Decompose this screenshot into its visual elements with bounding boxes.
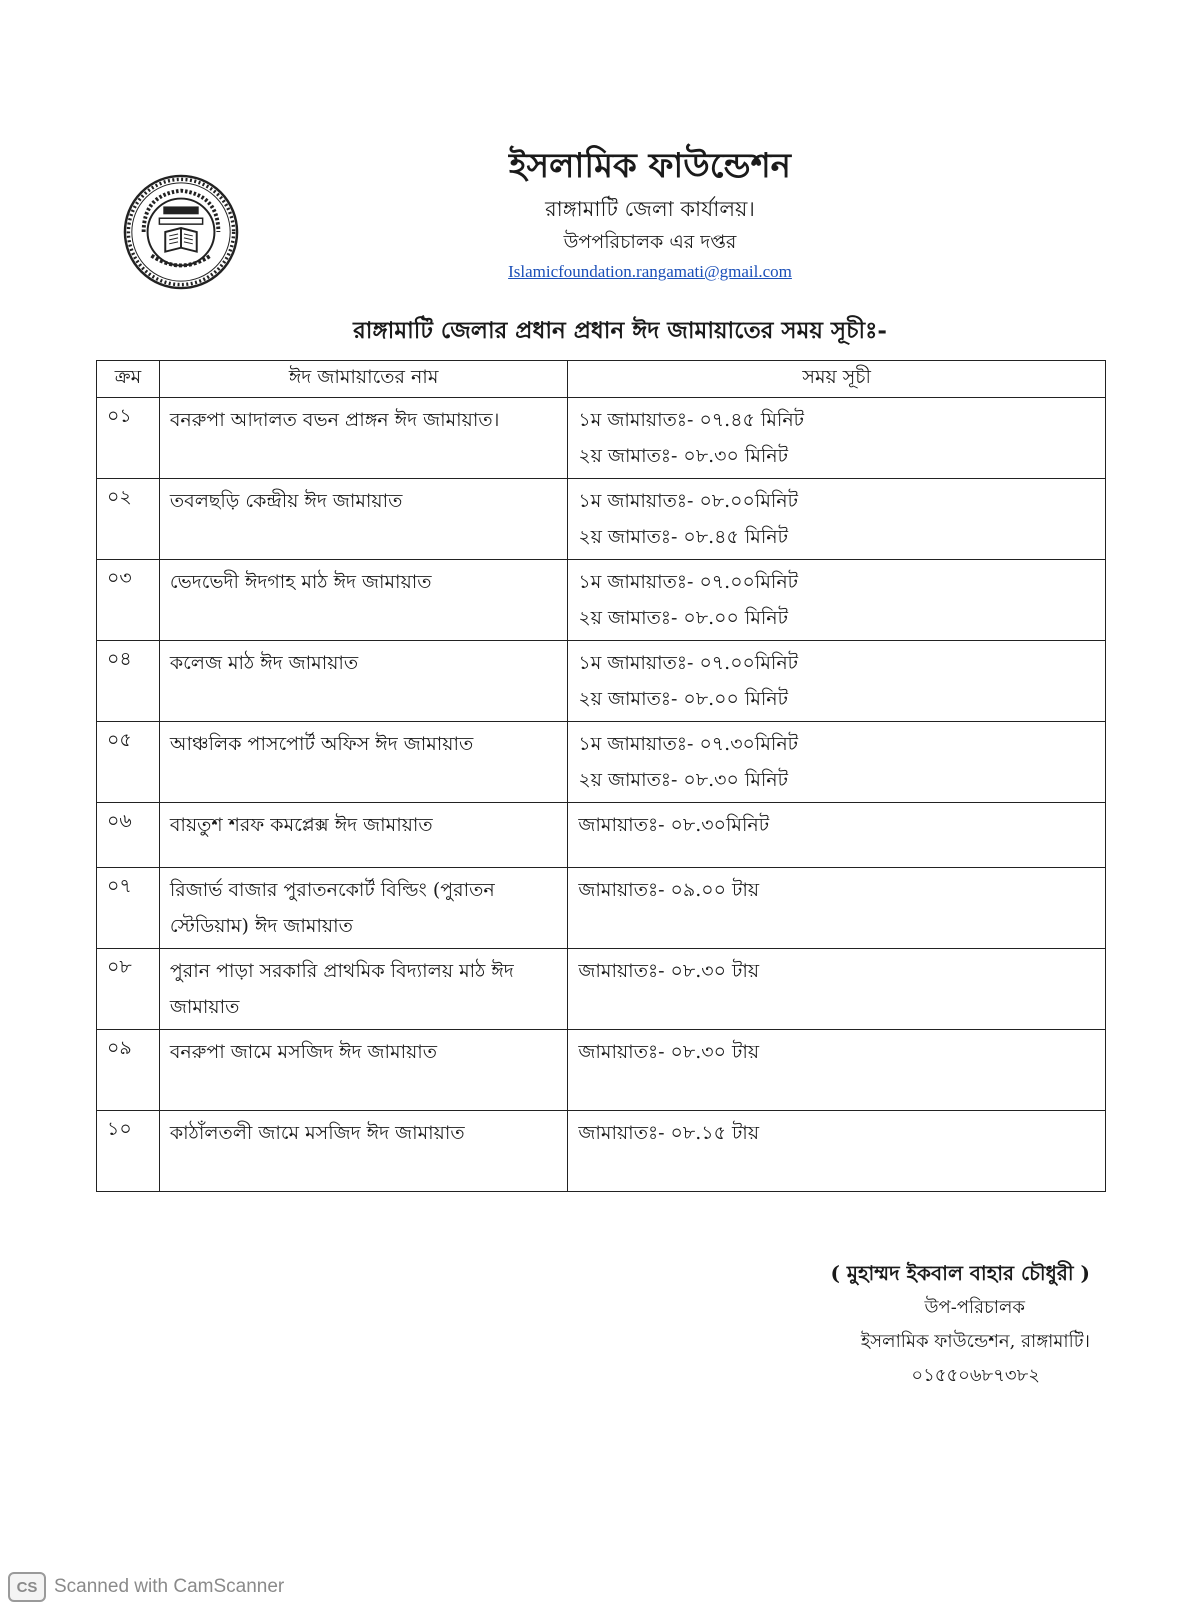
email-link[interactable]: Islamicfoundation.rangamati@gmail.com	[508, 262, 792, 281]
camscanner-watermark	[8, 1572, 284, 1602]
time-entry: ২য় জামাতঃ- ০৮.০০ মিনিট	[578, 688, 789, 710]
serial-cell: ১০	[97, 1111, 160, 1192]
time-entry: জামায়াতঃ- ০৮.১৫ টায়	[578, 1122, 760, 1144]
time-entry: জামায়াতঃ- ০৮.৩০মিনিট	[578, 814, 770, 836]
time-entry: জামায়াতঃ- ০৮.৩০ টায়	[578, 960, 760, 982]
jamaat-name: কাঠাঁলতলী জামে মসজিদ ঈদ জামায়াত	[169, 1122, 465, 1144]
signature-block	[830, 1255, 1090, 1393]
time-entry: ১ম জামায়াতঃ- ০৭.০০মিনিট	[578, 571, 799, 593]
signatory-name: ( মুহাম্মদ ইকবাল বাহার চৌধুরী )	[830, 1261, 1090, 1285]
time-cell	[568, 949, 1106, 1030]
serial-cell: ০৭	[97, 868, 160, 949]
name-cell	[159, 1111, 568, 1192]
serial-cell: ০৮	[97, 949, 160, 1030]
time-cell	[568, 803, 1106, 868]
column-header-name: ঈদ জামায়াতের নাম	[159, 361, 568, 398]
serial-cell: ০৫	[97, 722, 160, 803]
eid-jamaat-schedule-table	[96, 360, 1106, 1192]
table-row	[97, 949, 1106, 1030]
table-header-row	[97, 361, 1106, 398]
time-entry: ১ম জামায়াতঃ- ০৭.৩০মিনিট	[578, 733, 799, 755]
serial-cell: ০৪	[97, 641, 160, 722]
time-entry: ২য় জামাতঃ- ০৮.৪৫ মিনিট	[578, 526, 788, 548]
serial-cell: ০৩	[97, 560, 160, 641]
letterhead	[300, 140, 1000, 286]
time-cell	[568, 1030, 1106, 1111]
time-cell	[568, 1111, 1106, 1192]
time-cell	[568, 641, 1106, 722]
table-row	[97, 1111, 1106, 1192]
jamaat-name: ভেদভেদী ঈদগাহ মাঠ ঈদ জামায়াত	[169, 571, 432, 593]
jamaat-name: বনরুপা জামে মসজিদ ঈদ জামায়াত	[169, 1041, 438, 1063]
organization-name: ইসলামিক ফাউন্ডেশন	[509, 146, 791, 186]
time-entry: ২য় জামাতঃ- ০৮.০০ মিনিট	[578, 607, 789, 629]
sub-office: উপপরিচালক এর দপ্তর	[563, 231, 737, 253]
jamaat-name: রিজার্ভ বাজার পুরাতনকোর্ট বিল্ডিং (পুরাতন স্টেডিয়াম) ঈদ জামায়াত	[169, 879, 495, 937]
time-entry: ২য় জামাতঃ- ০৮.৩০ মিনিট	[578, 769, 789, 791]
jamaat-name: আঞ্চলিক পাসপোর্ট অফিস ঈদ জামায়াত	[169, 733, 474, 755]
camscanner-logo-icon: CS	[8, 1572, 46, 1602]
serial-cell: ০৬	[97, 803, 160, 868]
watermark-text: Scanned with CamScanner	[54, 1576, 285, 1597]
serial-cell: ০১	[97, 398, 160, 479]
time-entry: ১ম জামায়াতঃ- ০৭.৪৫ মিনিট	[578, 409, 805, 431]
table-row	[97, 868, 1106, 949]
district-office: রাঙ্গামাটি জেলা কার্যালয়।	[545, 197, 755, 221]
name-cell	[159, 560, 568, 641]
signatory-title: উপ-পরিচালক	[924, 1297, 1025, 1318]
jamaat-name: বনরুপা আদালত বভন প্রাঙ্গন ঈদ জামায়াত।	[169, 409, 500, 431]
time-cell	[568, 479, 1106, 560]
column-header-time: সময় সূচী	[568, 361, 1106, 398]
time-entry: ১ম জামায়াতঃ- ০৭.০০মিনিট	[578, 652, 799, 674]
time-entry: জামায়াতঃ- ০৮.৩০ টায়	[578, 1041, 760, 1063]
name-cell	[159, 722, 568, 803]
name-cell	[159, 479, 568, 560]
table-row	[97, 722, 1106, 803]
name-cell	[159, 868, 568, 949]
time-cell	[568, 398, 1106, 479]
serial-cell: ০৯	[97, 1030, 160, 1111]
name-cell	[159, 803, 568, 868]
signatory-office: ইসলামিক ফাউন্ডেশন, রাঙ্গামাটি।	[860, 1331, 1090, 1352]
jamaat-name: কলেজ মাঠ ঈদ জামায়াত	[169, 652, 359, 674]
name-cell	[159, 641, 568, 722]
table-row	[97, 1030, 1106, 1111]
time-entry: ২য় জামাতঃ- ০৮.৩০ মিনিট	[578, 445, 789, 467]
jamaat-name: বায়তুশ শরফ কমপ্লেক্স ঈদ জামায়াত	[169, 814, 433, 836]
table-row	[97, 803, 1106, 868]
name-cell	[159, 1030, 568, 1111]
islamic-foundation-seal-icon	[122, 173, 240, 291]
column-header-serial: ক্রম	[97, 361, 160, 398]
time-cell	[568, 868, 1106, 949]
table-row	[97, 641, 1106, 722]
jamaat-name: পুরান পাড়া সরকারি প্রাথমিক বিদ্যালয় মাঠ ঈদ জামায়াত	[169, 960, 514, 1018]
signatory-phone: ০১৫৫০৬৮৭৩৮২	[911, 1365, 1040, 1386]
time-entry: ১ম জামায়াতঃ- ০৮.০০মিনিট	[578, 490, 798, 512]
name-cell	[159, 949, 568, 1030]
time-entry: জামায়াতঃ- ০৯.০০ টায়	[578, 879, 760, 901]
jamaat-name: তবলছড়ি কেন্দ্রীয় ঈদ জামায়াত	[169, 490, 403, 512]
time-cell	[568, 560, 1106, 641]
table-row	[97, 398, 1106, 479]
time-cell	[568, 722, 1106, 803]
table-row	[97, 560, 1106, 641]
table-title: রাঙ্গামাটি জেলার প্রধান প্রধান ঈদ জামায়াতের সময় সূচীঃ-	[353, 317, 887, 344]
serial-cell: ০২	[97, 479, 160, 560]
name-cell	[159, 398, 568, 479]
table-row	[97, 479, 1106, 560]
